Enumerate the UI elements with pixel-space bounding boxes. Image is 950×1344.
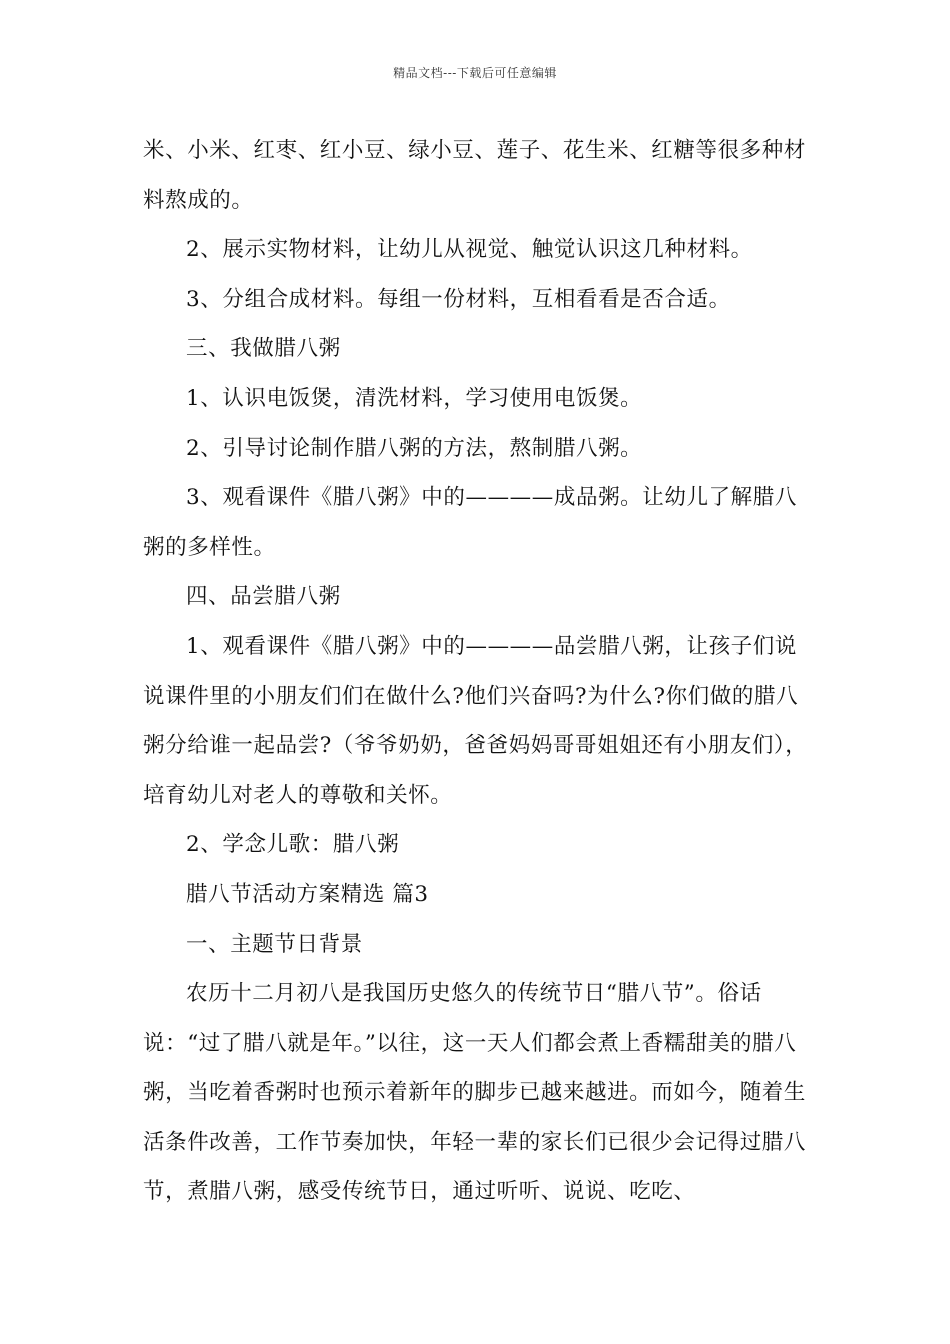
article-title: 腊八节活动方案精选 篇3 (186, 881, 429, 907)
paragraph: 农历十二月初八是我国历史悠久的传统节日“腊八节”。俗话说：“过了腊八就是年。”以往，这一天人们都会煮上香糯甜美的腊八粥，当吃着香粥时也预示着新年的脚步已越来越进。而如今，随着生活条件改善，工作节奏加快，年轻一辈的家长们已很少会记得过腊八节，煮腊八粥，感受传统节日，通过听听、说说、吃吃、 (143, 981, 807, 1205)
section-heading: 四、品尝腊八粥 (186, 584, 341, 610)
page-header: 精品文档---下载后可任意编辑 (393, 66, 557, 80)
paragraph: 3、分组合成材料。每组一份材料，互相看看是否合适。 (186, 286, 731, 312)
paragraph: 2、展示实物材料，让幼儿从视觉、触觉认识这几种材料。 (186, 237, 753, 263)
paragraph: 2、引导讨论制作腊八粥的方法，熬制腊八粥。 (186, 435, 643, 461)
paragraph: 1、观看课件《腊八粥》中的————品尝腊八粥，让孩子们说说课件里的小朋友们们在做什么?他们兴奋吗?为什么?你们做的腊八粥分给谁一起品尝?（爷爷奶奶，爸爸妈妈哥哥姐姐还有小朋友们），培育幼儿对老人的尊敬和关怀。 (143, 633, 808, 808)
paragraph: 3、观看课件《腊八粥》中的————成品粥。让幼儿了解腊八粥的多样性。 (143, 485, 797, 560)
document-body (143, 126, 808, 1217)
paragraph: 1、认识电饭煲，清洗材料，学习使用电饭煲。 (186, 385, 643, 411)
section-heading: 三、我做腊八粥 (186, 336, 341, 362)
paragraph: 2、学念儿歌：腊八粥 (186, 832, 400, 858)
section-heading: 一、主题节日背景 (186, 931, 363, 957)
paragraph: 米、小米、红枣、红小豆、绿小豆、莲子、花生米、红糖等很多种材料熬成的。 (143, 138, 807, 213)
